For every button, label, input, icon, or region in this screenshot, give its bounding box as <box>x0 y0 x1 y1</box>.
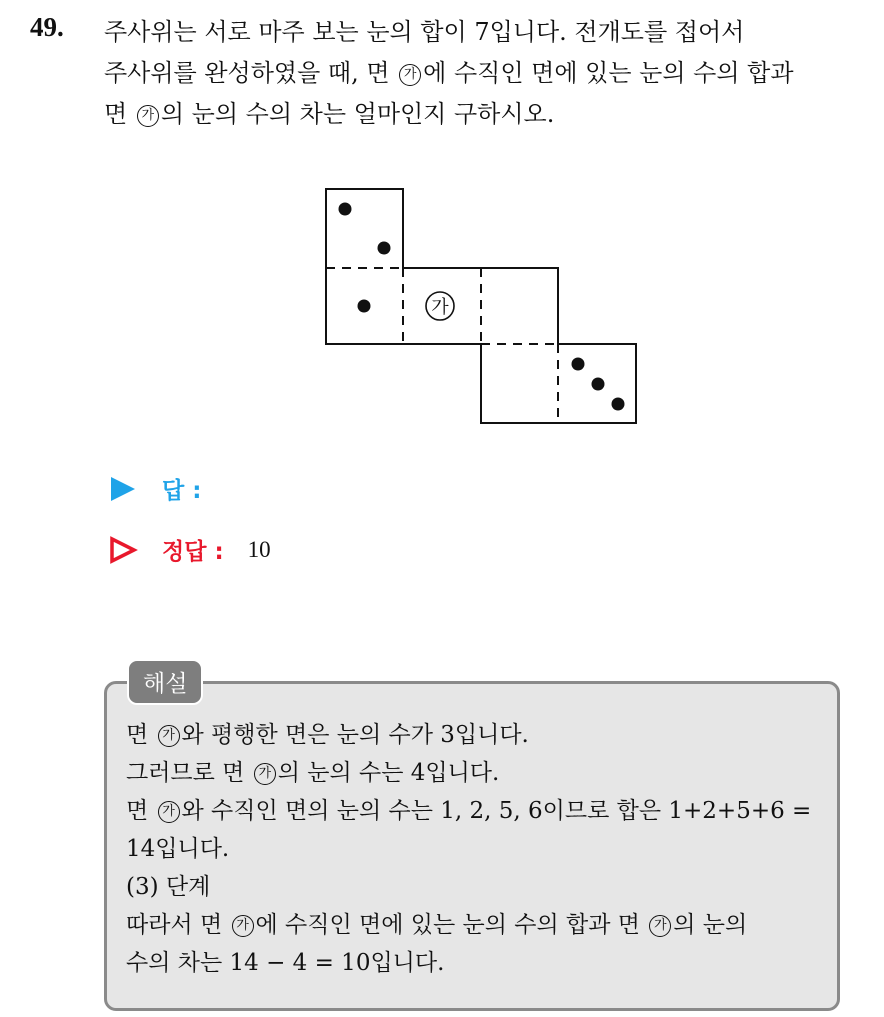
circled-ga-symbol: 가 <box>232 915 254 937</box>
explanation-line-1 <box>126 716 836 754</box>
explanation-segment: 면 <box>126 798 156 824</box>
center-face-label: 가 <box>431 297 449 318</box>
explanation-segment: 따라서 면 <box>126 912 230 938</box>
explanation-line-4 <box>126 830 836 868</box>
circled-ga-symbol: 가 <box>399 64 421 86</box>
circled-ga-symbol: 가 <box>137 105 159 127</box>
explanation-text <box>126 716 836 982</box>
question-number: 49. <box>30 12 64 42</box>
explanation-line-7 <box>126 944 836 982</box>
pip <box>378 242 391 255</box>
correct-answer-row <box>108 533 271 566</box>
correct-answer-label: 정답 : <box>162 539 224 565</box>
pip <box>358 300 371 313</box>
answer-label: 답 : <box>162 478 202 504</box>
net-face-top <box>326 189 403 268</box>
net-face-bottom-left <box>481 344 558 423</box>
net-face-right <box>481 268 558 344</box>
question-text-segment: 주사위를 완성하였을 때, 면 <box>104 59 398 87</box>
circled-ga-symbol: 가 <box>649 915 671 937</box>
explanation-segment: 그러므로 면 <box>126 760 252 786</box>
play-triangle-icon <box>108 474 138 504</box>
explanation-segment: 의 눈의 수는 4입니다. <box>277 760 500 786</box>
explanation-segment: (3) 단계 <box>126 874 211 900</box>
dice-net-diagram <box>0 0 884 440</box>
explanation-segment: 에 수직인 면에 있는 눈의 수의 합과 면 <box>255 912 648 938</box>
pip <box>592 378 605 391</box>
explanation-line-2 <box>126 754 836 792</box>
correct-answer-value: 10 <box>247 536 271 562</box>
explanation-segment: 수의 차는 14 − 4 = 10입니다. <box>126 950 445 976</box>
question-text-segment: 면 <box>104 100 135 128</box>
explanation-segment: 와 수직인 면의 눈의 수는 1, 2, 5, 6이므로 합은 1+2+5+6 = <box>181 798 812 824</box>
explanation-tab: 해설 <box>127 659 203 705</box>
circled-ga-symbol: 가 <box>254 763 276 785</box>
circled-ga-symbol: 가 <box>158 801 180 823</box>
explanation-line-6 <box>126 906 836 944</box>
explanation-line-3 <box>126 792 836 830</box>
question-text-segment: 의 눈의 수의 차는 얼마인지 구하시오. <box>160 100 555 128</box>
question-text-segment: 에 수직인 면에 있는 눈의 수의 합과 <box>423 59 794 87</box>
question-text-segment: 주사위는 서로 마주 보는 눈의 합이 7입니다. 전개도를 접어서 <box>104 18 745 46</box>
explanation-line-5 <box>126 868 836 906</box>
explanation-segment: 면 <box>126 722 156 748</box>
circled-ga-symbol: 가 <box>158 725 180 747</box>
answer-row <box>108 472 201 505</box>
explanation-segment: 의 눈의 <box>673 912 748 938</box>
outline-triangle-icon <box>108 535 138 565</box>
explanation-segment: 와 평행한 면은 눈의 수가 3입니다. <box>181 722 529 748</box>
pip <box>339 203 352 216</box>
explanation-segment: 14입니다. <box>126 836 230 862</box>
pip <box>572 358 585 371</box>
pip <box>612 398 625 411</box>
